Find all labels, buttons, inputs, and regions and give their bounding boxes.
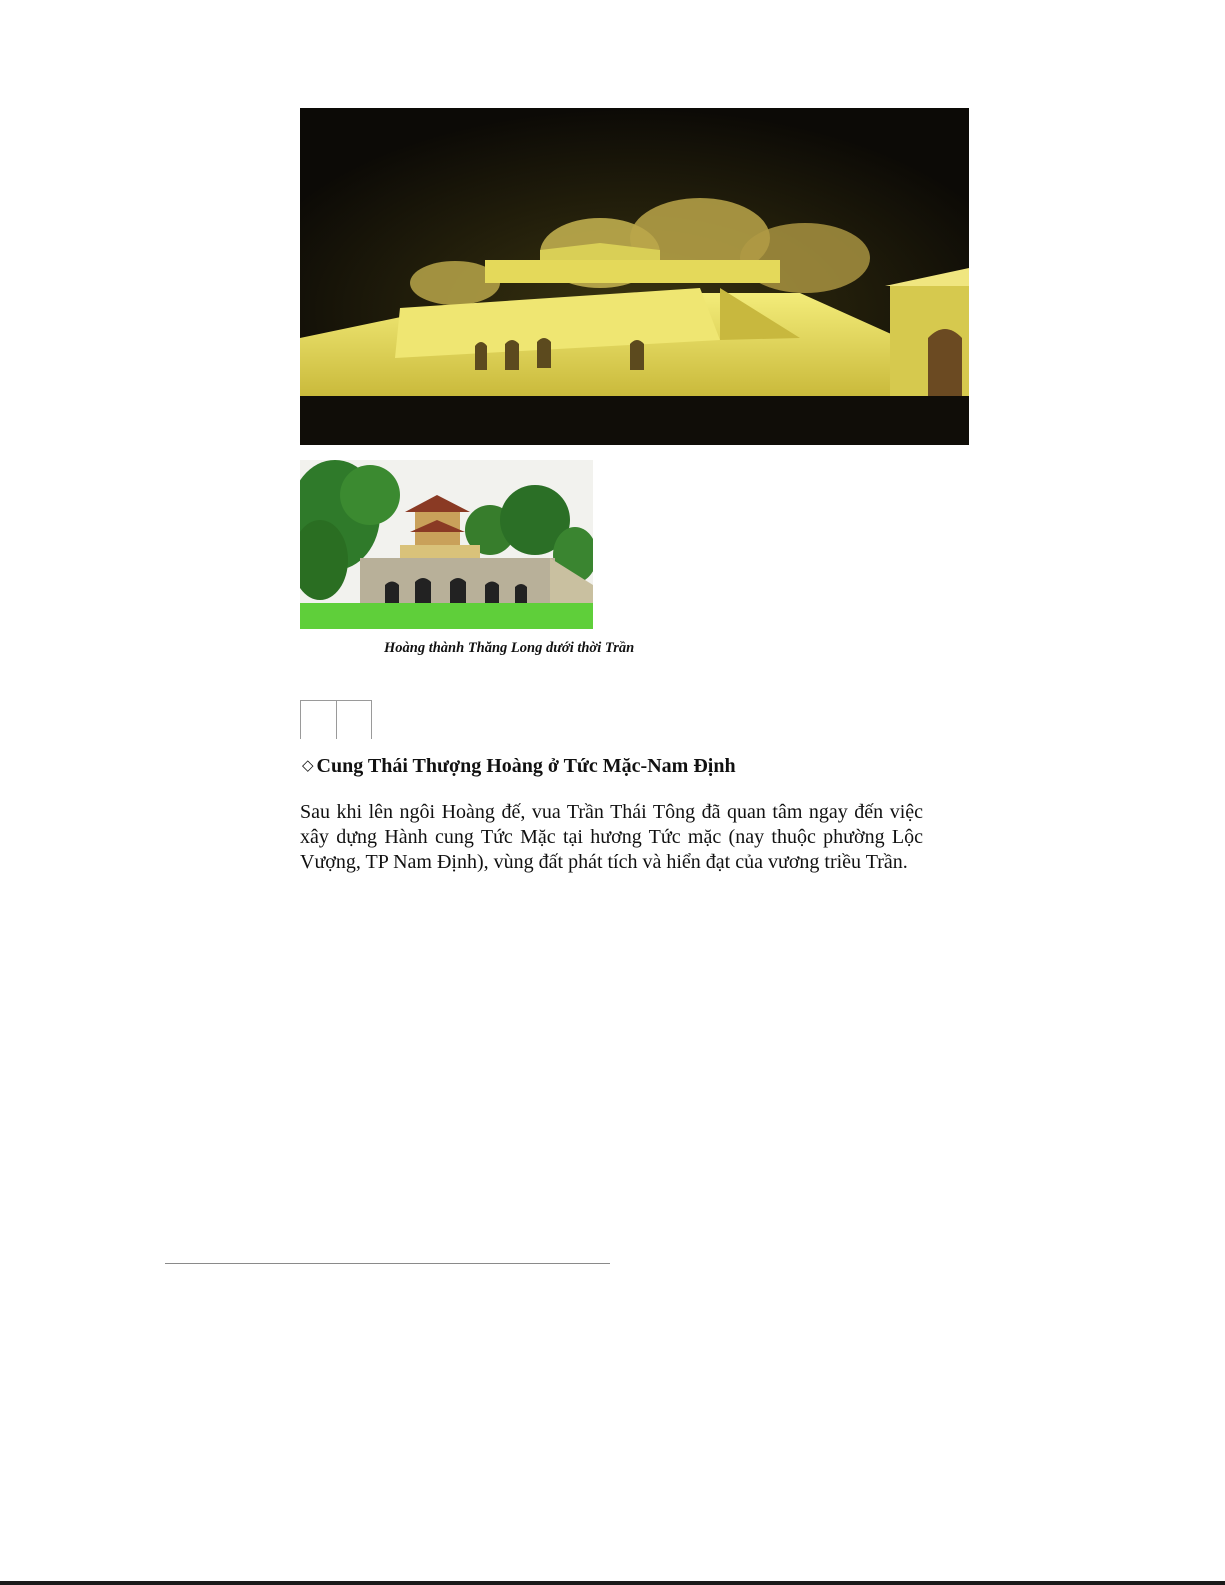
photo-citadel-night [300,108,969,445]
page-bottom-border [0,1581,1225,1585]
figure-caption: Hoàng thành Thăng Long dưới thời Trần [384,640,635,656]
section-heading [302,755,736,778]
table-fragment [300,700,372,739]
footnote-separator [165,1263,610,1264]
photo-citadel-day [300,460,593,629]
table-cell-border [300,701,301,739]
body-paragraph: Sau khi lên ngôi Hoàng đế, vua Trần Thái Tông đã quan tâm ngay đến việc xây dựng Hành cung Tức Mặc tại hương Tức mặc (nay thuộc phường Lộc Vượng, TP Nam Định), vùng đất phát tích và hiển đạt của vương triều Trần. [300,801,923,873]
table-cell-border [336,701,337,739]
table-cell-border [371,701,372,739]
diamond-bullet-icon: ◇ [302,758,314,774]
section-heading-text: Cung Thái Thượng Hoàng ở Tức Mặc-Nam Định [316,755,736,777]
